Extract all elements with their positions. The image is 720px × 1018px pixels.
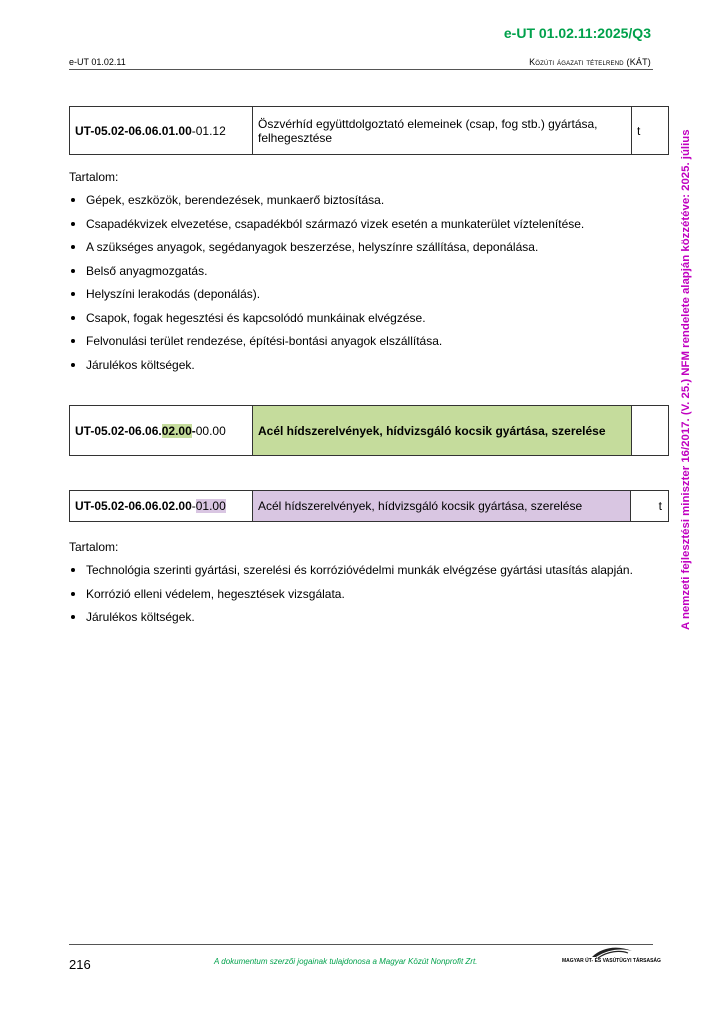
list-item: Belső anyagmozgatás.: [69, 264, 649, 278]
list-item: Csapadékvizek elvezetése, csapadékból származó vizek esetén a munkaterület víztelenítése.: [69, 217, 649, 231]
list-item: Gépek, eszközök, berendezések, munkaerő biztosítása.: [69, 193, 649, 207]
content-list-1: [69, 193, 649, 381]
list-item: A szükséges anyagok, segédanyagok beszerzése, helyszínre szállítása, deponálása.: [69, 240, 649, 254]
content-label: Tartalom:: [69, 540, 119, 554]
page-number: 216: [69, 957, 91, 972]
list-item: Felvonulási terület rendezése, építési-bontási anyagok elszállítása.: [69, 334, 649, 348]
item-description: Acél hídszerelvények, hídvizsgáló kocsik gyártása, szerelése: [253, 406, 632, 456]
content-label: Tartalom:: [69, 170, 119, 184]
header-divider: [69, 69, 653, 70]
item-code-highlight: 02.00: [161, 423, 192, 438]
list-item: Csapok, fogak hegesztési és kapcsolódó munkáinak elvégzése.: [69, 311, 649, 325]
list-item: Korrózió elleni védelem, hegesztések vizsgálata.: [69, 587, 654, 601]
item-description: Acél hídszerelvények, hídvizsgáló kocsik gyártása, szerelése: [253, 491, 631, 522]
item-unit: t: [631, 491, 669, 522]
item-table-1: [69, 106, 669, 155]
header-standard-id: e-UT 01.02.11: [69, 57, 126, 67]
item-code-suffix: -01.12: [191, 123, 226, 138]
item-code-highlight: 01.00: [195, 499, 226, 513]
item-code-prefix: UT-05.02-06.06.: [75, 423, 162, 438]
item-code-suffix: 00.00: [195, 423, 226, 438]
item-code-dash: -: [191, 423, 196, 438]
item-description: Öszvérhíd együttdolgoztató elemeinek (csap, fog stb.) gyártása, felhegesztése: [253, 107, 632, 155]
item-code-main: UT-05.02-06.06.02.00: [75, 499, 192, 513]
copyright-notice: A dokumentum szerzői jogainak tulajdonosa a Magyar Közút Nonprofit Zrt.: [214, 957, 478, 966]
list-item: Helyszíni lerakodás (deponálás).: [69, 287, 649, 301]
item-code-main: UT-05.02-06.06.01.00: [75, 123, 192, 138]
item-unit: [632, 406, 669, 456]
list-item: Technológia szerinti gyártási, szerelési és korrózióvédelmi munkák elvégzése gyártási utasítás alapján.: [69, 563, 654, 577]
item-table-3: [69, 490, 669, 522]
item-unit: t: [632, 107, 669, 155]
list-item: Járulékos költségek.: [69, 610, 654, 624]
logo-swoosh-icon: [562, 945, 654, 959]
item-code: [70, 406, 253, 456]
item-code: [70, 107, 253, 155]
item-code: [70, 491, 253, 522]
header-title: Közúti ágazati tételrend (KÁT): [529, 57, 651, 67]
item-table-2: [69, 405, 669, 456]
organization-logo: [562, 945, 661, 970]
list-item: Járulékos költségek.: [69, 358, 649, 372]
item-code-dash: -: [191, 499, 196, 513]
document-code: e-UT 01.02.11:2025/Q3: [503, 25, 651, 41]
publication-side-note: A nemzeti fejlesztési miniszter 16/2017. (V. 25.) NFM rendelete alapján közzétéve: 2025. július: [680, 129, 692, 630]
content-list-2: [69, 563, 654, 634]
logo-text: MAGYAR ÚT- ÉS VASÚTÜGYI TÁRSASÁG: [562, 958, 661, 964]
